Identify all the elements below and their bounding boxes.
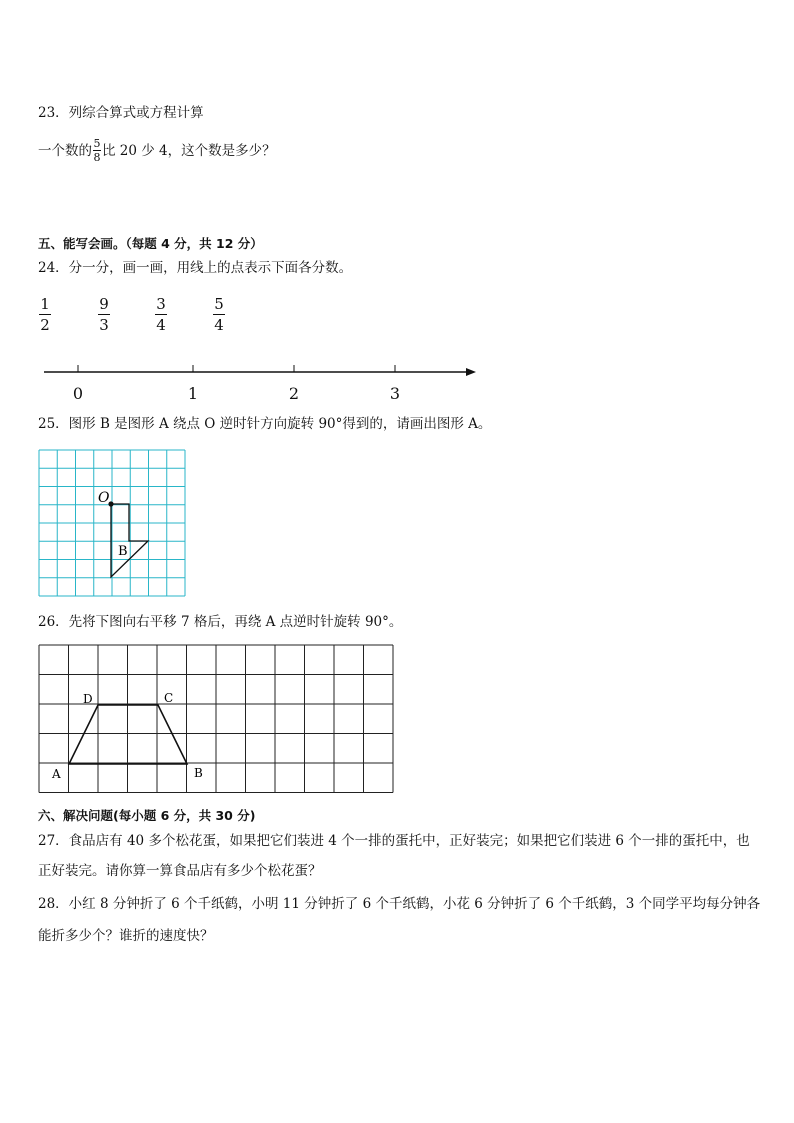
q24-fraction-1 [39,296,51,333]
q28-line-1: 28．小红 8 分钟折了 6 个千纸鹤，小明 11 分钟折了 6 个千纸鹤，小花 6 分钟折了 6 个千纸鹤，3 个同学平均每分钟各 [38,896,761,912]
q23-text-after: 比 20 少 4，这个数是多少？ [102,143,276,159]
q23-title: 23．列综合算式或方程计算 [38,105,204,121]
q25-text: 25．图形 B 是图形 A 绕点 O 逆时针方向旋转 90°得到的，请画出图形 A。 [38,416,492,432]
q27-line-2: 正好装完。请你算一算食品店有多少个松花蛋？ [38,863,322,879]
fraction-denominator: 2 [40,316,50,334]
point-o-label: O [98,490,110,506]
section6-heading: 六、解决问题(每小题 6 分，共 30 分) [38,808,256,823]
q24-fraction-3 [155,296,167,333]
q24-text: 24．分一分，画一画，用线上的点表示下面各分数。 [38,260,353,276]
tick-label-2: 2 [288,384,300,403]
number-line-arrow [466,368,476,376]
q27-line-1: 27．食品店有 40 多个松花蛋，如果把它们装进 4 个一排的蛋托中，正好装完；如果把它们装进 6 个一排的蛋托中，也 [38,833,750,849]
fraction-numerator: 3 [156,295,166,313]
section5-heading: 五、能写会画。（每题 4 分，共 12 分） [38,236,263,251]
q28-line-2: 能折多少个？谁折的速度快？ [38,928,214,944]
tick-label-1: 1 [187,384,199,403]
shape-b-outline [111,504,148,577]
vertex-b-label: B [194,766,203,780]
fraction-denominator: 4 [214,316,224,334]
number-line [0,355,500,385]
q23-frac-numerator: 5 [93,137,101,150]
q26-grid-figure [38,644,396,798]
q23-frac-denominator: 8 [93,151,101,164]
vertex-c-label: C [164,691,174,705]
shape-b-label: B [118,544,128,559]
q23-question [38,139,276,164]
fraction-numerator: 1 [40,295,50,313]
vertex-a-label: A [52,767,61,781]
tick-label-0: 0 [72,384,84,403]
q23-text-before: 一个数的 [38,143,92,159]
q24-fraction-2 [98,296,110,333]
q25-grid [39,450,185,596]
q23-fraction [93,138,101,163]
tick-label-3: 3 [389,384,401,403]
fraction-denominator: 4 [156,316,166,334]
vertex-d-label: D [83,692,93,706]
q25-grid-figure [38,449,188,599]
q26-text: 26．先将下图向右平移 7 格后，再绕 A 点逆时针旋转 90°。 [38,614,403,630]
fraction-denominator: 3 [99,316,109,334]
fraction-numerator: 5 [214,295,224,313]
q24-fraction-4 [213,296,225,333]
fraction-numerator: 9 [99,295,109,313]
